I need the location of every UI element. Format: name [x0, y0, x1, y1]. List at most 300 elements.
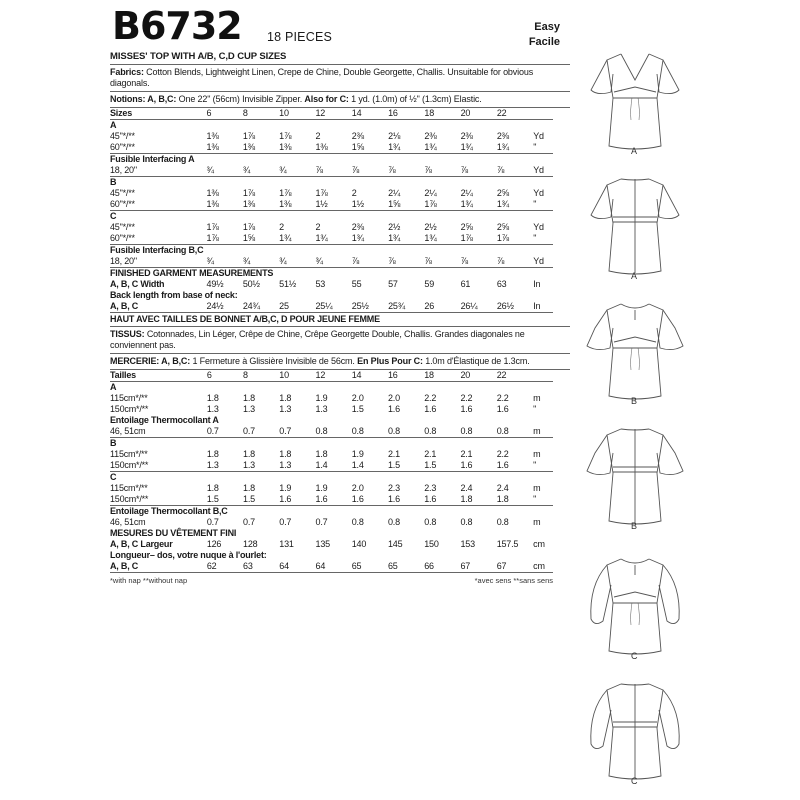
- cell-value: 2.1: [460, 449, 473, 459]
- cell-value: 1.6: [387, 404, 400, 414]
- french-fabrics: TISSUS: Cotonnades, Lin Léger, Crêpe de Chine, Crêpe Georgette Double, Challis. Grandes diagonales ne conviennent pas.: [110, 327, 570, 354]
- cell-value: 1¾: [315, 233, 351, 245]
- cell-value: 2.2: [496, 393, 509, 403]
- cell-value: 0.8: [316, 426, 352, 438]
- table-row: [110, 404, 553, 415]
- size-header: 14: [352, 108, 388, 120]
- unit: cm: [533, 539, 545, 549]
- cell-value: 25¼: [315, 301, 351, 313]
- cell-value: 1.6: [352, 494, 388, 506]
- cell-value: 153: [460, 539, 475, 549]
- cell-value: 1⅞: [242, 188, 255, 198]
- cell-value: 1⅜: [207, 199, 243, 211]
- cell-value: 24½: [207, 301, 243, 313]
- section-label: Fusible Interfacing A: [110, 154, 195, 164]
- view-label: A: [631, 146, 638, 156]
- cell-value: 1.4: [316, 460, 352, 472]
- table-row: [110, 449, 553, 460]
- section-label: B: [110, 177, 117, 187]
- unit: In: [533, 279, 541, 289]
- french-title: HAUT AVEC TAILLES DE BONNET A/B,C, D POUR JEUNE FEMME: [110, 313, 570, 327]
- table-row: [110, 222, 553, 233]
- cell-value: 2.1: [387, 449, 400, 459]
- table-row: [110, 131, 553, 142]
- cell-value: 50½: [242, 279, 260, 289]
- row-label: 115cm*/**: [110, 449, 148, 459]
- row-label: A, B, C: [110, 301, 207, 313]
- cell-value: 1.6: [460, 404, 473, 414]
- row-label: A, B, C: [110, 561, 207, 573]
- cell-value: 1⅞: [424, 199, 460, 211]
- cell-value: 1¾: [497, 142, 533, 154]
- section-row: [110, 472, 553, 484]
- cell-value: 0.8: [388, 426, 424, 438]
- size-header: 8: [243, 370, 279, 382]
- cell-value: 135: [315, 539, 330, 549]
- unit: Yd: [533, 165, 553, 177]
- cell-value: 2¼: [424, 188, 437, 198]
- cell-value: 2.2: [424, 393, 437, 403]
- sizes-label: Sizes: [110, 108, 207, 120]
- unit: m: [533, 393, 541, 403]
- section-label: Fusible Interfacing B,C: [110, 245, 204, 255]
- row-label: 18, 20": [110, 256, 207, 268]
- cell-value: 157.5: [496, 539, 519, 549]
- cell-value: ⅞: [497, 256, 533, 268]
- size-header: 14: [352, 370, 388, 382]
- cell-value: 1⅞: [242, 131, 255, 141]
- english-notions: Notions: A, B,C: One 22" (56cm) Invisible Zipper. Also for C: 1 yd. (1.0m) of ½" (1.3cm) Elastic.: [110, 92, 570, 108]
- cell-value: 140: [351, 539, 367, 549]
- french-notions: MERCERIE: A, B,C: 1 Fermeture à Glissière Invisible de 56cm. En Plus Pour C: 1.0m d'Élastique de 1.3cm.: [110, 354, 570, 370]
- unit-header: [533, 370, 553, 382]
- cell-value: 1¾: [461, 199, 497, 211]
- row-label: 18, 20": [110, 165, 207, 177]
- table-row: [110, 233, 553, 245]
- cell-value: 145: [387, 539, 403, 549]
- cell-value: 2.3: [387, 483, 400, 493]
- row-label: 115cm*/**: [110, 483, 148, 493]
- cell-value: 66: [424, 561, 460, 573]
- unit-header: [533, 108, 553, 120]
- english-fabrics: Fabrics: Cotton Blends, Lightweight Linen, Crepe de Chine, Double Georgette, Challis. Unsuitable for obvious diagonals.: [110, 65, 570, 92]
- unit: m: [533, 426, 553, 438]
- cell-value: 1¾: [388, 233, 424, 245]
- footnote-en: *with nap **without nap: [110, 576, 188, 585]
- cell-value: 1⅝: [352, 142, 388, 154]
- cell-value: 1.3: [279, 460, 315, 472]
- cell-value: 1⅝: [388, 199, 424, 211]
- section-label: C: [110, 211, 117, 221]
- cell-value: 62: [207, 561, 243, 573]
- cell-value: 1⅞: [207, 233, 243, 245]
- section-row: [110, 550, 553, 561]
- illustration-view-b-back: [585, 415, 685, 530]
- cell-value: ⅞: [461, 256, 497, 268]
- row-label: 60"*/**: [110, 233, 207, 245]
- cell-value: 26¼: [461, 301, 497, 313]
- size-header: 10: [279, 370, 315, 382]
- cell-value: 2: [279, 222, 284, 232]
- cell-value: ⅞: [315, 165, 351, 177]
- cell-value: 24¾: [243, 301, 279, 313]
- difficulty-en: Easy: [534, 21, 560, 33]
- table-row: [110, 165, 553, 177]
- cell-value: 0.7: [315, 517, 328, 527]
- unit: ": [533, 494, 553, 506]
- section-label: Entoilage Thermocollant B,C: [110, 506, 228, 516]
- cell-value: 1.6: [424, 494, 460, 506]
- row-label: 150cm*/**: [110, 494, 207, 506]
- unit: m: [533, 483, 541, 493]
- cell-value: 1.5: [243, 494, 279, 506]
- table-row: [110, 188, 553, 199]
- cell-value: 2⅜: [496, 131, 509, 141]
- cell-value: 1.4: [352, 460, 388, 472]
- cell-value: 2¼: [388, 188, 401, 198]
- english-yardage-table: [110, 108, 553, 313]
- cell-value: 1.5: [207, 494, 243, 506]
- size-header: 10: [279, 108, 315, 120]
- cell-value: 1⅝: [243, 233, 279, 245]
- size-header: 22: [497, 108, 533, 120]
- cell-value: 1¾: [461, 142, 497, 154]
- cell-value: 1.8: [206, 393, 219, 403]
- cell-value: 2: [315, 222, 321, 232]
- section-row: [110, 211, 553, 223]
- cell-value: 2⅜: [351, 222, 364, 232]
- row-label: 115cm*/**: [110, 393, 148, 403]
- size-header: 16: [388, 370, 424, 382]
- section-row: [110, 382, 553, 394]
- row-label: 45"*/**: [110, 131, 135, 141]
- section-row: [110, 438, 553, 450]
- section-row: [110, 177, 553, 189]
- cell-value: 1⅜: [243, 142, 279, 154]
- english-title: MISSES' TOP WITH A/B, C,D CUP SIZES: [110, 51, 570, 65]
- cell-value: 1.8: [497, 494, 533, 506]
- cell-value: 61: [460, 279, 471, 289]
- cell-value: 59: [424, 279, 435, 289]
- cell-value: 1.8: [243, 393, 255, 403]
- row-label: 45"*/**: [110, 188, 135, 198]
- cell-value: 1⅞: [461, 233, 497, 245]
- cell-value: 1.3: [206, 404, 219, 414]
- size-header: 8: [243, 108, 279, 120]
- cell-value: 1.3: [207, 460, 243, 472]
- cell-value: 1⅞: [206, 222, 219, 232]
- table-row: [110, 279, 553, 290]
- row-label: 150cm*/**: [110, 404, 149, 414]
- unit: Yd: [533, 188, 544, 198]
- section-label: B: [110, 438, 117, 448]
- cell-value: 2.3: [424, 483, 437, 493]
- cell-value: 0.8: [424, 426, 460, 438]
- pieces-count: 18 PIECES: [267, 30, 333, 44]
- cell-value: 0.8: [424, 517, 437, 527]
- section-row: [110, 154, 553, 166]
- cell-value: 64: [316, 561, 352, 573]
- cell-value: 2½: [388, 222, 401, 232]
- cell-value: 1¾: [388, 142, 424, 154]
- footnote-fr: *avec sens **sans sens: [474, 576, 553, 585]
- cell-value: 2.1: [424, 449, 437, 459]
- table-row: [110, 483, 553, 494]
- cell-value: 0.8: [497, 426, 533, 438]
- cell-value: 67: [497, 561, 533, 573]
- cell-value: 1.8: [243, 449, 255, 459]
- cell-value: 1.8: [206, 449, 219, 459]
- cell-value: 53: [315, 279, 326, 289]
- row-label: 60"*/**: [110, 199, 207, 211]
- unit: cm: [533, 561, 553, 573]
- cell-value: 1.8: [279, 449, 292, 459]
- row-label: 60"*/**: [110, 142, 207, 154]
- illustration-view-a-back: [585, 165, 685, 280]
- cell-value: 1.6: [279, 494, 315, 506]
- illustration-view-b-front: [585, 290, 685, 405]
- cell-value: 1.3: [279, 404, 292, 414]
- cell-value: ¾: [207, 165, 243, 177]
- sizes-label: Tailles: [110, 370, 207, 382]
- cell-value: 1¾: [352, 233, 388, 245]
- unit: m: [533, 517, 541, 527]
- cell-value: 2⅛: [388, 131, 401, 141]
- size-header: 12: [316, 370, 352, 382]
- illustration-view-a-front: [585, 40, 685, 155]
- size-header: 6: [207, 370, 243, 382]
- cell-value: 57: [388, 279, 398, 289]
- cell-value: 0.8: [387, 517, 400, 527]
- cell-value: 63: [496, 279, 507, 289]
- garment-drawing-icon: [585, 545, 685, 660]
- cell-value: 0.8: [351, 517, 364, 527]
- cell-value: 2.0: [387, 393, 400, 403]
- cell-value: ⅞: [497, 165, 533, 177]
- cell-value: 1.6: [496, 404, 509, 414]
- section-label: MESURES DU VÊTEMENT FINI: [110, 528, 237, 538]
- cell-value: 1⅜: [207, 142, 243, 154]
- cell-value: 1.9: [315, 393, 328, 403]
- cell-value: 64: [279, 561, 315, 573]
- cell-value: 1⅜: [279, 142, 315, 154]
- pattern-number: B6732: [112, 4, 242, 48]
- difficulty-fr: Facile: [528, 36, 560, 48]
- cell-value: 1.9: [279, 483, 292, 493]
- cell-value: 1.9: [315, 483, 328, 493]
- cell-value: 1½: [315, 199, 351, 211]
- table-row: [110, 517, 553, 528]
- cell-value: 2⅜: [424, 131, 437, 141]
- section-label: Back length from base of neck:: [110, 290, 238, 300]
- table-row: [110, 494, 553, 506]
- cell-value: ⅞: [352, 256, 388, 268]
- cell-value: 1¾: [497, 199, 533, 211]
- illustration-view-c-front: [585, 545, 685, 660]
- row-label: 45"*/**: [110, 222, 135, 232]
- cell-value: 25½: [352, 301, 388, 313]
- cell-value: 0.7: [279, 426, 315, 438]
- section-label: A: [110, 382, 117, 392]
- section-row: [110, 268, 553, 280]
- unit: Yd: [533, 222, 544, 232]
- cell-value: 2.2: [496, 449, 509, 459]
- cell-value: 1⅜: [243, 199, 279, 211]
- cell-value: 2¼: [460, 188, 473, 198]
- cell-value: 2⅜: [460, 131, 473, 141]
- size-header: 18: [424, 370, 460, 382]
- cell-value: ⅞: [461, 165, 497, 177]
- cell-value: 1½: [352, 199, 388, 211]
- cell-value: 55: [351, 279, 362, 289]
- cell-value: 1⅞: [497, 233, 533, 245]
- header: [110, 4, 570, 52]
- footnotes: [110, 576, 553, 585]
- cell-value: 1.5: [424, 460, 460, 472]
- cell-value: 0.7: [279, 517, 292, 527]
- size-header: 16: [388, 108, 424, 120]
- cell-value: 1⅜: [206, 188, 219, 198]
- garment-drawing-icon: [585, 165, 685, 280]
- cell-value: 49½: [206, 279, 224, 289]
- cell-value: ⅞: [424, 165, 460, 177]
- cell-value: 2.4: [460, 483, 473, 493]
- pattern-envelope-back: [110, 4, 570, 585]
- size-header: 6: [207, 108, 243, 120]
- table-row: [110, 460, 553, 472]
- unit: In: [533, 301, 553, 313]
- table-row: [110, 142, 553, 154]
- size-header: 22: [497, 370, 533, 382]
- row-label: 46, 51cm: [110, 426, 207, 438]
- cell-value: ¾: [279, 165, 315, 177]
- garment-drawing-icon: [585, 670, 685, 785]
- cell-value: 1⅞: [242, 222, 255, 232]
- difficulty: [529, 20, 560, 50]
- cell-value: 0.7: [207, 426, 243, 438]
- cell-value: 25: [279, 301, 315, 313]
- cell-value: 0.8: [460, 426, 496, 438]
- cell-value: 2: [315, 131, 321, 141]
- table-row: [110, 199, 553, 211]
- row-label: 150cm*/**: [110, 460, 207, 472]
- cell-value: 1⅜: [206, 131, 219, 141]
- cell-value: 1⅜: [315, 142, 351, 154]
- section-row: [110, 120, 553, 132]
- unit: Yd: [533, 131, 544, 141]
- garment-drawing-icon: [585, 40, 685, 155]
- cell-value: 2.4: [496, 483, 509, 493]
- cell-value: 1¾: [424, 233, 460, 245]
- cell-value: 1.3: [315, 404, 328, 414]
- size-header: 18: [424, 108, 460, 120]
- cell-value: 0.7: [243, 517, 255, 527]
- cell-value: 26½: [497, 301, 533, 313]
- cell-value: ¾: [315, 256, 351, 268]
- unit: ": [533, 460, 553, 472]
- cell-value: 0.8: [352, 426, 388, 438]
- view-label: B: [631, 521, 638, 531]
- cell-value: 2.0: [351, 483, 364, 493]
- cell-value: 1.6: [460, 460, 496, 472]
- row-label: A, B, C Largeur: [110, 539, 173, 549]
- cell-value: 2⅜: [351, 131, 364, 141]
- cell-value: 1.6: [424, 404, 437, 414]
- section-row: [110, 506, 553, 518]
- table-row: [110, 393, 553, 404]
- cell-value: 25¾: [388, 301, 424, 313]
- cell-value: 65: [388, 561, 424, 573]
- cell-value: 1⅜: [279, 199, 315, 211]
- unit: ": [533, 404, 537, 414]
- section-label: Entoilage Thermocollant A: [110, 415, 219, 425]
- size-header: 20: [460, 370, 496, 382]
- cell-value: 0.7: [243, 426, 279, 438]
- unit: ": [533, 233, 553, 245]
- cell-value: 126: [206, 539, 222, 549]
- cell-value: ¾: [243, 165, 279, 177]
- cell-value: ¾: [279, 256, 315, 268]
- cell-value: 26: [424, 301, 460, 313]
- garment-drawing-icon: [585, 415, 685, 530]
- cell-value: 2½: [424, 222, 437, 232]
- cell-value: 1.8: [243, 483, 255, 493]
- section-row: [110, 415, 553, 426]
- table-row: [110, 561, 553, 573]
- cell-value: 0.8: [496, 517, 509, 527]
- size-header: 20: [461, 108, 497, 120]
- cell-value: 1.6: [316, 494, 352, 506]
- unit: ": [533, 142, 553, 154]
- section-row: [110, 528, 553, 539]
- unit: Yd: [533, 256, 553, 268]
- cell-value: 1.8: [279, 393, 292, 403]
- cell-value: 2⅝: [460, 222, 473, 232]
- cell-value: 1¾: [424, 142, 460, 154]
- view-label: C: [631, 651, 638, 661]
- row-label: A, B, C Width: [110, 279, 165, 289]
- table-row: [110, 256, 553, 268]
- sizes-header-row: [110, 108, 553, 120]
- cell-value: 1.5: [351, 404, 364, 414]
- cell-value: 63: [243, 561, 279, 573]
- cell-value: 1¾: [279, 233, 315, 245]
- table-row: [110, 426, 553, 438]
- section-row: [110, 245, 553, 257]
- cell-value: 1.8: [460, 494, 496, 506]
- cell-value: ⅞: [424, 256, 460, 268]
- cell-value: 51½: [279, 279, 297, 289]
- sizes-header-row: [110, 370, 553, 382]
- cell-value: 1⅞: [279, 131, 292, 141]
- cell-value: 1.5: [388, 460, 424, 472]
- cell-value: 1.3: [243, 460, 279, 472]
- cell-value: 2.2: [460, 393, 473, 403]
- cell-value: 2⅝: [496, 222, 509, 232]
- section-label: A: [110, 120, 117, 130]
- section-label: C: [110, 472, 117, 482]
- cell-value: 1.3: [243, 404, 255, 414]
- cell-value: 131: [279, 539, 294, 549]
- cell-value: ⅞: [388, 256, 424, 268]
- section-row: [110, 290, 553, 301]
- cell-value: 1.9: [351, 449, 364, 459]
- french-yardage-table: [110, 370, 553, 573]
- size-header: 12: [315, 108, 351, 120]
- cell-value: 2: [351, 188, 357, 198]
- table-row: [110, 301, 553, 313]
- cell-value: 150: [424, 539, 439, 549]
